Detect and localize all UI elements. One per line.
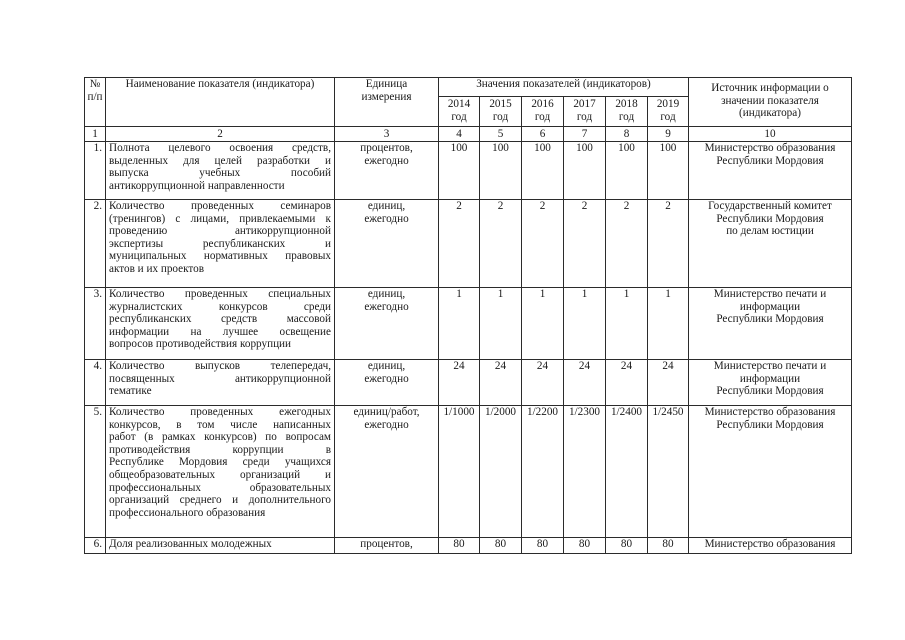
indicator-value: 1/1000 [439,406,480,538]
indicator-value: 2 [648,200,689,288]
indicator-value: 1 [439,288,480,360]
indicator-name-line: Доля реализованных молодежных [109,538,272,550]
header-year [522,97,564,127]
unit-line: ежегодно [364,372,409,385]
indicator-value: 100 [522,142,564,200]
information-source [689,288,852,360]
table-row [85,200,852,288]
indicator-value: 80 [648,538,689,554]
row-number: 4. [85,360,106,406]
indicator-name-line: Республике Мордовия среди учащихся [109,456,331,469]
indicator-name-line: вопросов противодействия коррупции [109,338,292,351]
indicator-value: 1/2300 [564,406,606,538]
indicator-name-line: работ (в рамках конкурсов) по вопросам [109,431,331,444]
unit-line: единиц/работ, [353,406,420,418]
information-source [689,200,852,288]
source-line: Республики Мордовия [716,154,824,167]
indicator-value: 2 [606,200,648,288]
indicator-name-line: республиканских средств массовой [109,313,331,326]
header-year-value: 2018 [615,98,638,110]
column-index-cell: 2 [106,127,335,142]
column-index-cell: 7 [564,127,606,142]
source-line: Министерство печати и [713,288,827,300]
unit-of-measure [335,360,439,406]
indicator-name-line: выделенных для целей разработки и [109,154,331,167]
column-index-cell: 10 [689,127,852,142]
header-name [106,78,335,127]
indicator-name-line: профессионального образования [109,506,266,519]
unit-line: процентов, [360,142,413,154]
indicator-name-line: проведению антикоррупционной [109,225,331,238]
header-year-value: 2016 [531,98,554,110]
source-line: Республики Мордовия [716,313,824,326]
unit-line: ежегодно [364,418,409,431]
indicator-value: 80 [480,538,522,554]
indicator-value: 1 [522,288,564,360]
table-row [85,288,852,360]
source-line: информации [739,372,801,385]
indicator-name [106,538,335,554]
source-line: Министерство образования [704,406,836,418]
indicator-value: 2 [480,200,522,288]
unit-of-measure [335,200,439,288]
indicator-name [106,200,335,288]
unit-line: ежегодно [364,154,409,167]
indicator-name-line: организаций среднего и дополнительного [109,494,331,507]
information-source [689,360,852,406]
header-year-suffix: год [492,110,509,123]
information-source [689,538,852,554]
table-row [85,406,852,538]
indicator-value: 1/2200 [522,406,564,538]
unit-of-measure [335,538,439,554]
indicator-value: 2 [564,200,606,288]
source-line: Министерство образования [704,538,836,550]
indicator-value: 100 [606,142,648,200]
unit-line: ежегодно [364,300,409,313]
header-year [606,97,648,127]
indicator-name-line: информации на лучшее освещение [109,325,331,338]
header-name-label: Наименование показателя (индикатора) [125,78,315,90]
header-year [480,97,522,127]
header-year-suffix: год [660,110,676,123]
row-number: 5. [85,406,106,538]
unit-line: процентов, [360,538,413,550]
indicator-value: 24 [606,360,648,406]
column-index-cell: 3 [335,127,439,142]
table-row [85,142,852,200]
header-year [648,97,689,127]
indicator-value: 1 [564,288,606,360]
unit-of-measure [335,288,439,360]
indicator-value: 24 [522,360,564,406]
indicator-name-line: Количество проведенных специальных [109,288,331,300]
indicator-value: 100 [564,142,606,200]
indicator-value: 1 [648,288,689,360]
table-row [85,538,852,554]
header-num [85,78,106,127]
header-year [439,97,480,127]
indicator-name-line: общеобразовательных организаций и [109,468,331,481]
indicator-name-line: экспертизы республиканских и [109,237,331,250]
row-number: 1. [85,142,106,200]
unit-line: единиц, [367,288,406,300]
indicator-value: 100 [648,142,689,200]
indicator-value: 2 [439,200,480,288]
indicator-name-line: Количество проведенных ежегодных [109,406,331,418]
indicator-value: 1 [480,288,522,360]
indicator-name-line: конкурсов, в том числе написанных [109,418,331,431]
indicator-value: 1 [606,288,648,360]
indicator-value: 100 [439,142,480,200]
indicator-name-line: (тренингов) с лицами, привлекаемыми к [109,212,331,225]
source-line: Республики Мордовия [716,418,824,431]
indicator-value: 80 [439,538,480,554]
indicator-value: 24 [648,360,689,406]
unit-line: единиц, [367,200,406,212]
header-year-suffix: год [618,110,635,123]
indicator-value: 1/2000 [480,406,522,538]
header-year-value: 2014 [447,98,471,110]
indicator-name-line: муниципальных нормативных правовых [109,250,331,263]
source-line: Республики Мордовия [716,385,824,398]
source-line: Министерство образования [704,142,836,154]
unit-line: ежегодно [364,212,409,225]
indicator-name-line: выпуска учебных пособий [109,167,331,180]
indicator-value: 24 [439,360,480,406]
source-line: по делам юстиции [726,225,814,238]
row-number: 3. [85,288,106,360]
column-index-cell: 5 [480,127,522,142]
source-line: информации [739,300,801,313]
indicator-name-line: противодействия коррупции в [109,443,331,456]
row-number: 6. [85,538,106,554]
column-index-cell: 4 [439,127,480,142]
header-year-value: 2019 [656,98,680,110]
indicator-name-line: журналистских конкурсов среди [109,300,331,313]
indicator-name-line: Количество проведенных семинаров [109,200,331,212]
indicator-name [106,406,335,538]
header-year-value: 2015 [489,98,512,110]
indicator-value: 1/2450 [648,406,689,538]
indicator-name [106,288,335,360]
column-index-cell: 8 [606,127,648,142]
information-source [689,142,852,200]
indicator-name-line: Количество выпусков телепередач, [109,360,331,372]
indicator-value: 1/2400 [606,406,648,538]
indicator-name-line: тематике [109,385,152,398]
table-row [85,360,852,406]
source-line: Государственный комитет [708,200,832,212]
header-year-suffix: год [451,110,467,123]
indicator-value: 24 [480,360,522,406]
indicators-table [84,77,852,554]
information-source [689,406,852,538]
indicator-name [106,360,335,406]
unit-of-measure [335,406,439,538]
header-source [689,78,852,127]
column-index-cell: 6 [522,127,564,142]
unit-line: единиц, [367,360,406,372]
row-number: 2. [85,200,106,288]
indicator-name-line: актов и их проектов [109,262,205,275]
indicator-value: 24 [564,360,606,406]
indicator-value: 100 [480,142,522,200]
indicator-name-line: Полнота целевого освоения средств, [109,142,331,154]
source-line: Министерство печати и [713,360,827,372]
column-index-cell: 9 [648,127,689,142]
header-num-label: № п/п [87,78,103,103]
indicator-name-line: посвященных антикоррупционной [109,372,331,385]
column-index-cell: 1 [85,127,106,142]
indicator-name [106,142,335,200]
header-values-group-label: Значения показателей (индикаторов) [476,78,651,90]
indicator-name-line: антикоррупционной направленности [109,179,285,192]
indicator-name-line: профессиональных образовательных [109,481,331,494]
header-year-suffix: год [576,110,593,123]
unit-of-measure [335,142,439,200]
header-year-suffix: год [534,110,551,123]
indicator-value: 80 [564,538,606,554]
header-values-group [439,78,689,97]
indicator-value: 80 [606,538,648,554]
header-year [564,97,606,127]
source-line: Республики Мордовия [716,212,824,225]
indicator-value: 80 [522,538,564,554]
header-source-label: Источник информации о значении показателя (индикатора) [711,82,829,120]
header-year-value: 2017 [573,98,596,110]
header-unit [335,78,439,127]
indicator-value: 2 [522,200,564,288]
header-unit-label: Единица измерения [361,78,412,103]
